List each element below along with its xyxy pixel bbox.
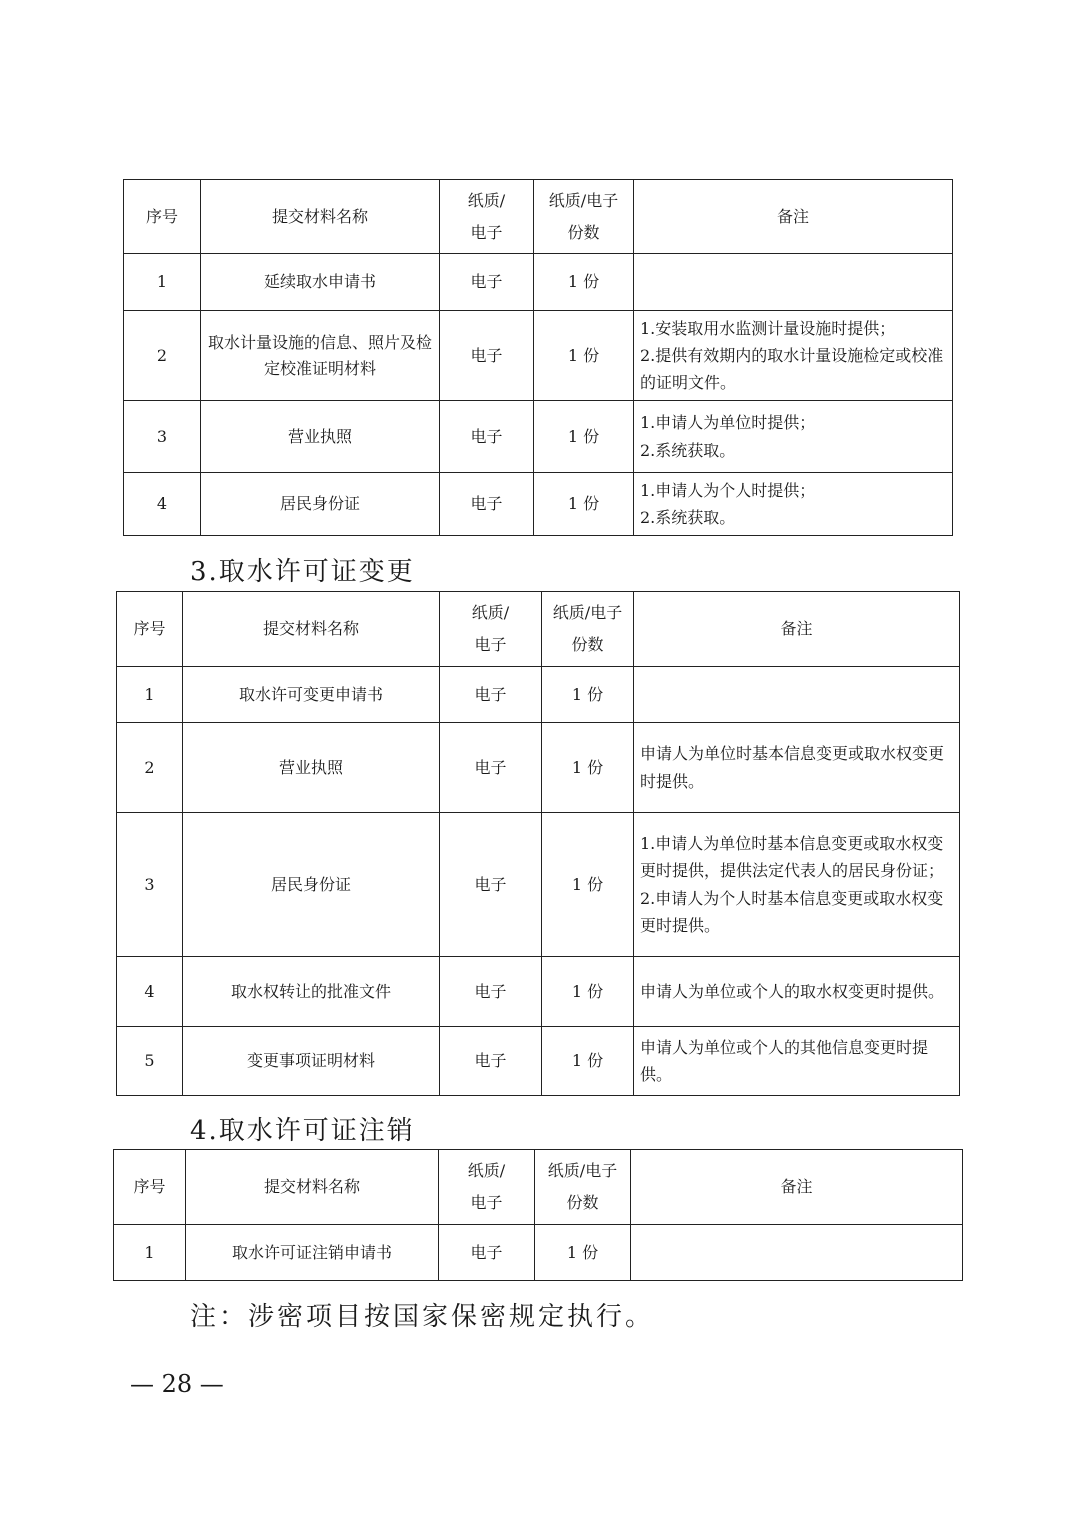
remark-line: 2.系统获取。 (640, 440, 736, 460)
seq-cell: 2 (124, 311, 201, 401)
format-cell: 电子 (440, 957, 542, 1027)
seq-cell: 1 (124, 254, 201, 311)
remark-cell (634, 667, 960, 723)
format-cell: 电子 (440, 473, 534, 536)
copies-cell: 1 份 (542, 813, 634, 957)
material-name-cell: 延续取水申请书 (201, 254, 440, 311)
table-header-row (114, 1150, 963, 1225)
remark-cell (634, 1027, 960, 1096)
format-cell: 电子 (440, 254, 534, 311)
remark-cell (634, 401, 953, 473)
section-title-cancellation: 4.取水许可证注销 (190, 1116, 415, 1146)
remark-cell (634, 957, 960, 1027)
materials-table-change (116, 591, 960, 1096)
material-name-cell: 取水许可证注销申请书 (186, 1225, 439, 1281)
copies-cell: 1 份 (534, 254, 634, 311)
format-cell: 电子 (440, 311, 534, 401)
material-name-cell: 取水许可变更申请书 (183, 667, 440, 723)
materials-table-cancellation (113, 1149, 963, 1281)
remark-line: 1.申请人为单位时提供； (640, 413, 816, 433)
remark-cell (631, 1225, 963, 1281)
seq-cell: 3 (117, 813, 183, 957)
format-header: 纸质/ 电子 (439, 1150, 535, 1225)
table-header-row (117, 592, 960, 667)
remark-line: 申请人为单位或个人的其他信息变更时提供。 (640, 1037, 929, 1084)
material-name-header: 提交材料名称 (201, 180, 440, 254)
copies-header: 纸质/电子 份数 (542, 592, 634, 667)
seq-cell: 3 (124, 401, 201, 473)
format-header: 纸质/ 电子 (440, 180, 534, 254)
remark-header: 备注 (634, 180, 953, 254)
material-name-cell: 变更事项证明材料 (183, 1027, 440, 1096)
remark-header: 备注 (631, 1150, 963, 1225)
table-row (114, 1225, 963, 1281)
remark-cell (634, 723, 960, 813)
remark-header: 备注 (634, 592, 960, 667)
seq-cell: 4 (117, 957, 183, 1027)
format-cell: 电子 (440, 723, 542, 813)
seq-cell: 1 (114, 1225, 186, 1281)
section-title-change: 3.取水许可证变更 (190, 557, 415, 587)
footnote: 注：涉密项目按国家保密规定执行。 (190, 1302, 655, 1332)
material-name-cell: 营业执照 (201, 401, 440, 473)
seq-header: 序号 (114, 1150, 186, 1225)
material-name-cell: 居民身份证 (183, 813, 440, 957)
remark-line: 1.申请人为个人时提供； (640, 480, 816, 500)
materials-table-renewal (123, 179, 953, 536)
material-name-header: 提交材料名称 (186, 1150, 439, 1225)
remark-line: 申请人为单位时基本信息变更或取水权变更时提供。 (640, 744, 945, 791)
table-header-row (124, 180, 953, 254)
table-row (124, 311, 953, 401)
copies-cell: 1 份 (542, 957, 634, 1027)
remark-line: 1.安装取用水监测计量设施时提供； (640, 318, 896, 338)
format-cell: 电子 (440, 667, 542, 723)
remark-line: 申请人为单位或个人的取水权变更时提供。 (640, 981, 945, 1001)
format-cell: 电子 (440, 1027, 542, 1096)
remark-line: 1.申请人为单位时基本信息变更或取水权变更时提供，提供法定代表人的居民身份证； (640, 834, 945, 881)
copies-cell: 1 份 (542, 1027, 634, 1096)
material-name-cell: 取水权转让的批准文件 (183, 957, 440, 1027)
table-row (117, 813, 960, 957)
remark-cell (634, 254, 953, 311)
remark-cell (634, 473, 953, 536)
copies-cell: 1 份 (535, 1225, 631, 1281)
format-cell: 电子 (439, 1225, 535, 1281)
format-cell: 电子 (440, 813, 542, 957)
table-row (117, 723, 960, 813)
seq-cell: 2 (117, 723, 183, 813)
copies-cell: 1 份 (542, 667, 634, 723)
remark-cell (634, 813, 960, 957)
remark-cell (634, 311, 953, 401)
material-name-cell: 居民身份证 (201, 473, 440, 536)
table-row (124, 254, 953, 311)
material-name-header: 提交材料名称 (183, 592, 440, 667)
page-number: — 28 — (130, 1370, 224, 1398)
table-row (124, 401, 953, 473)
copies-cell: 1 份 (534, 401, 634, 473)
remark-line: 2.系统获取。 (640, 508, 736, 527)
seq-cell: 5 (117, 1027, 183, 1096)
copies-cell: 1 份 (542, 723, 634, 813)
remark-line: 2.提供有效期内的取水计量设施检定或校准的证明文件。 (640, 345, 944, 393)
material-name-cell: 取水计量设施的信息、照片及检定校准证明材料 (201, 311, 440, 401)
copies-header: 纸质/电子 份数 (535, 1150, 631, 1225)
seq-cell: 4 (124, 473, 201, 536)
copies-cell: 1 份 (534, 311, 634, 401)
seq-header: 序号 (124, 180, 201, 254)
format-cell: 电子 (440, 401, 534, 473)
table-row (117, 667, 960, 723)
copies-cell: 1 份 (534, 473, 634, 536)
table-row (124, 473, 953, 536)
format-header: 纸质/ 电子 (440, 592, 542, 667)
table-row (117, 957, 960, 1027)
table-row (117, 1027, 960, 1096)
seq-header: 序号 (117, 592, 183, 667)
seq-cell: 1 (117, 667, 183, 723)
material-name-cell: 营业执照 (183, 723, 440, 813)
copies-header: 纸质/电子 份数 (534, 180, 634, 254)
remark-line: 2.申请人为个人时基本信息变更或取水权变更时提供。 (640, 888, 944, 935)
